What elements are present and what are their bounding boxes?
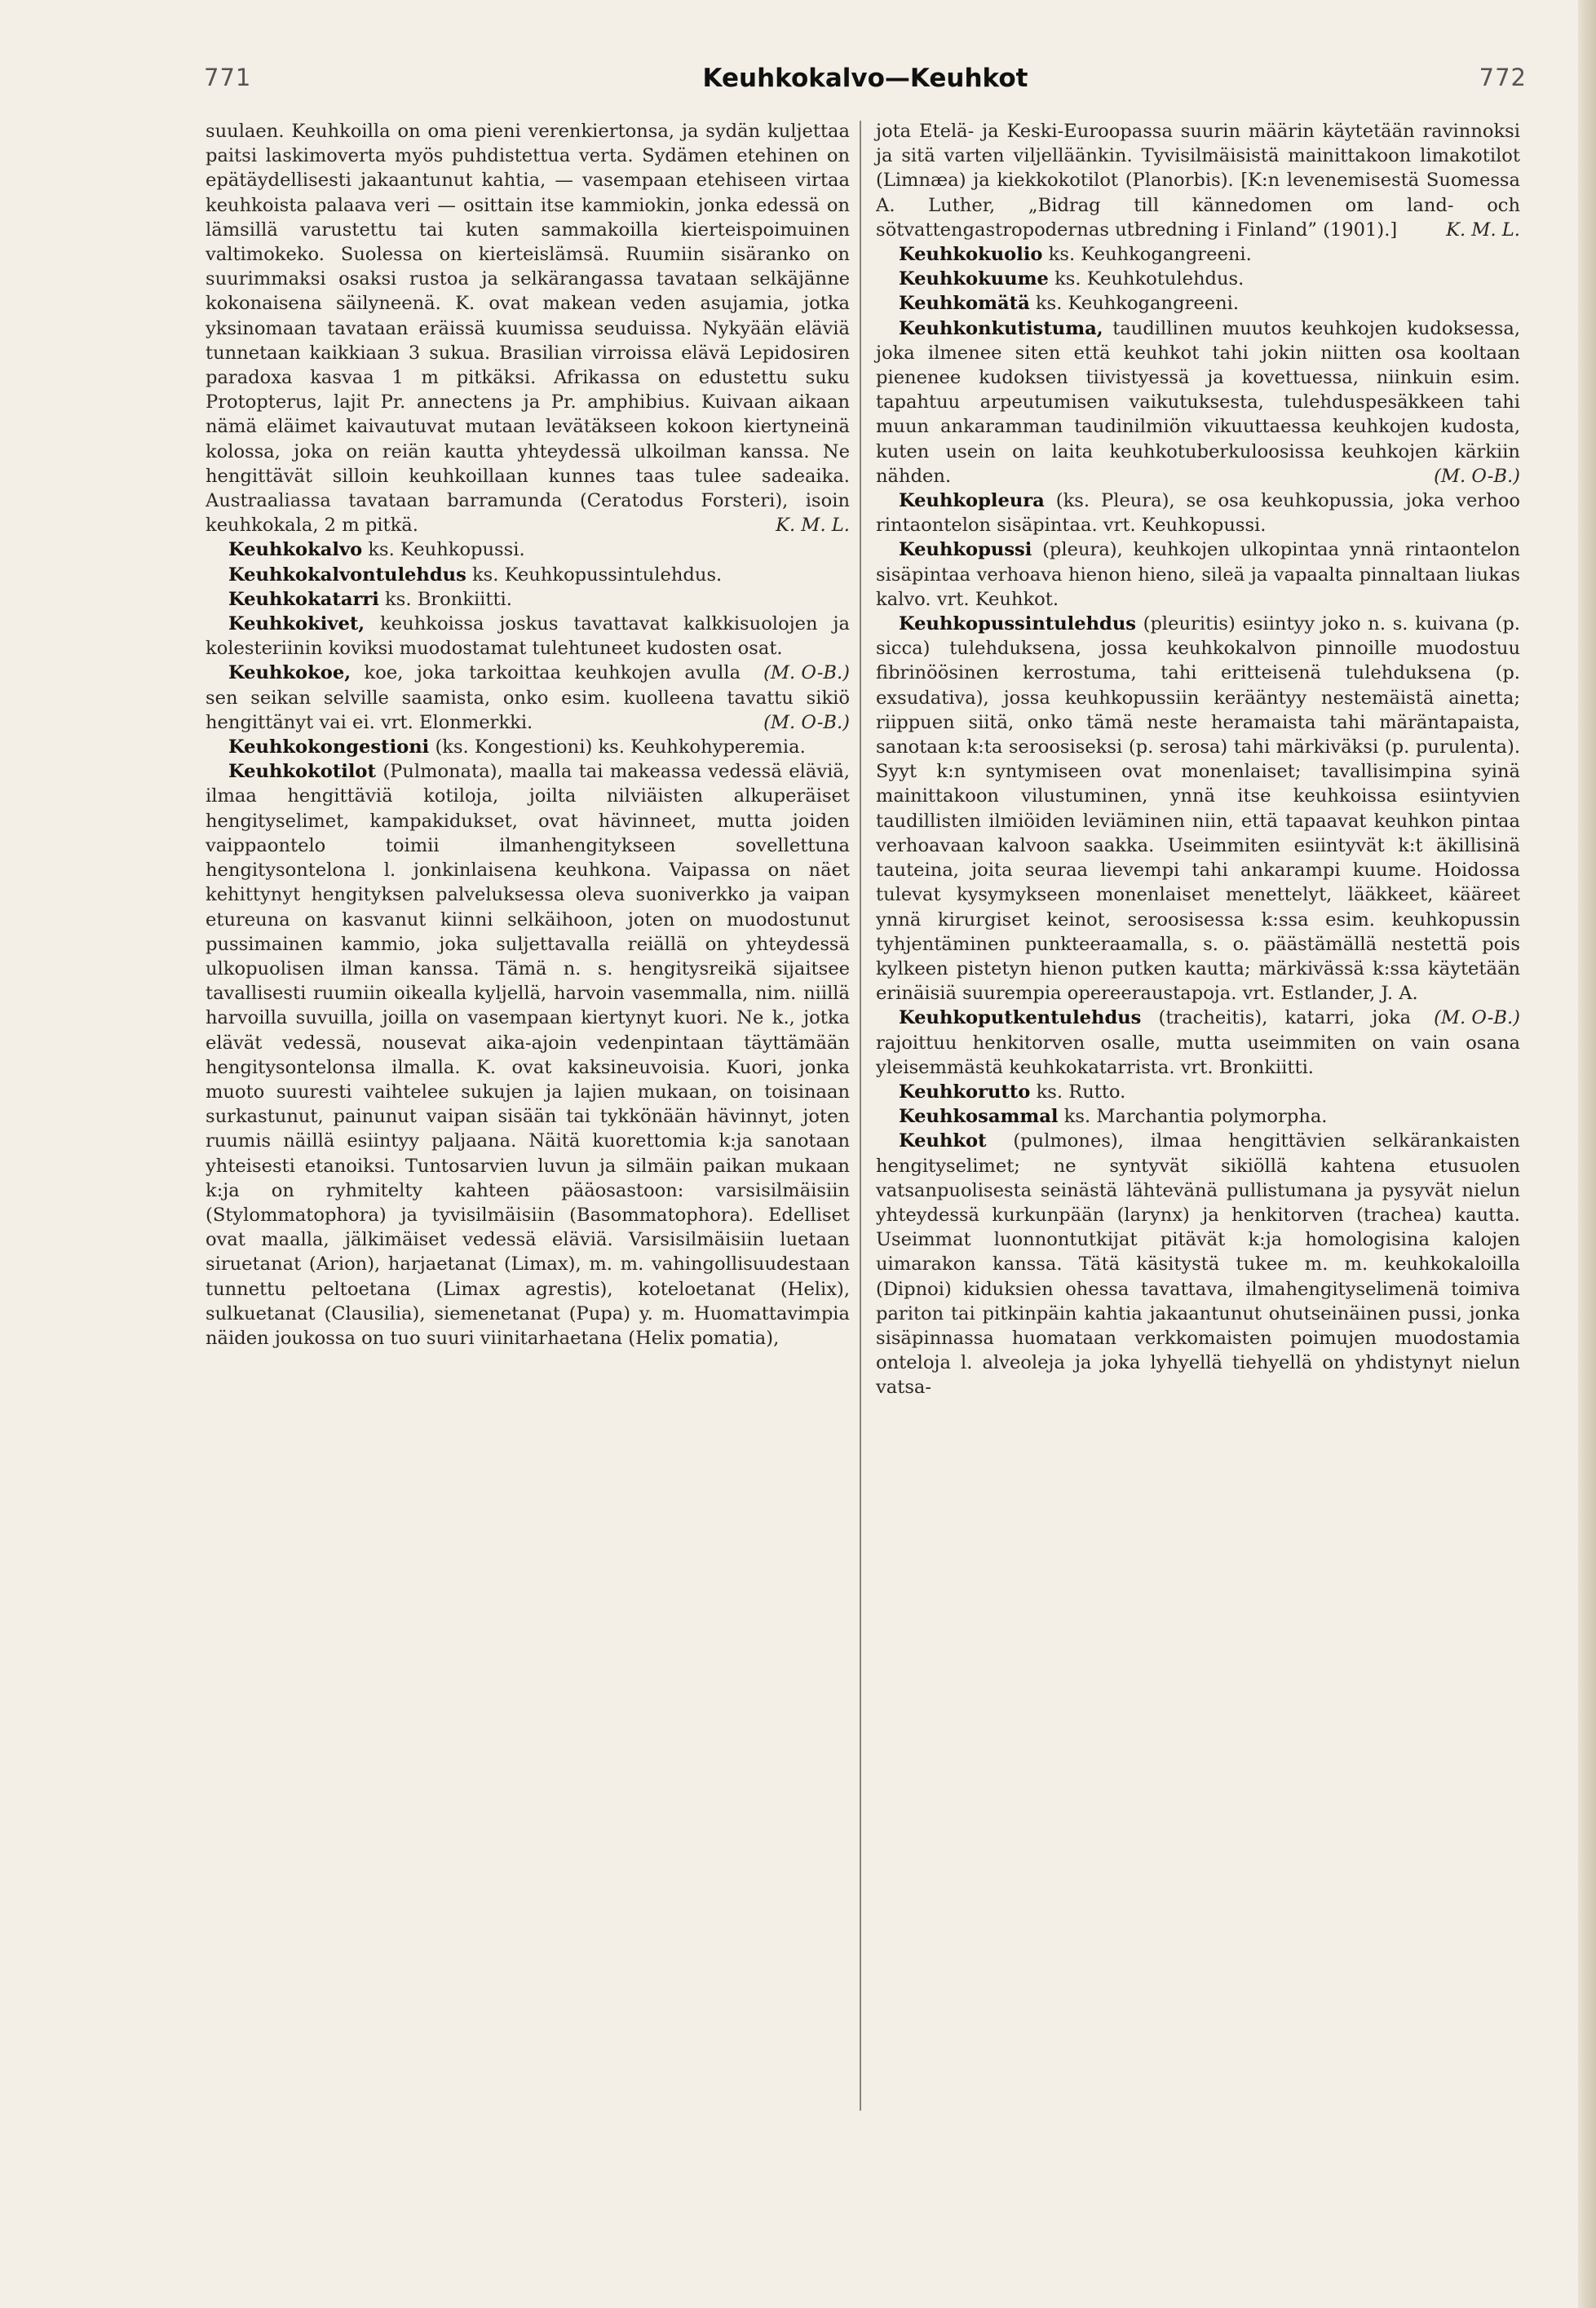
entry-keuhkosammal: Keuhkosammal ks. Marchantia polymorpha. (899, 1106, 1328, 1128)
column-divider (860, 121, 861, 2111)
page-title: Keuhkokalvo—Keuhkot (702, 64, 1028, 93)
entry-keuhkokivet: Keuhkokivet, keuhkoissa joskus tavattavat kalkkisuolojen ja kolesteriinin koviksi muodostamat tulehtuneet kudosten osat. (M. O-B.) (206, 613, 850, 684)
entry-keuhkokalvo: Keuhkokalvo ks. Keuhkopussi. (228, 539, 525, 561)
entry-keuhkopussi: Keuhkopussi (pleura), keuhkojen ulkopintaa ynnä rintaontelon sisäpintaa verhoava hienon hieno, sileä ja vapaalta pinnaltaan liukas kalvo. vrt. Keuhkot. (876, 539, 1520, 610)
entry-keuhkopleura: Keuhkopleura (ks. Pleura), se osa keuhkopussia, joka verhoo rintaontelon sisäpintaa. vrt. Keuhkopussi. (876, 490, 1520, 537)
left-column (206, 119, 850, 1351)
entry-keuhkopussintulehdus: Keuhkopussintulehdus (pleuritis) esiintyy joko n. s. kuivana (p. sicca) tulehduksena, jossa keuhkokalvon pinnoille muodostuu fibrinöösinen kerrostuma, tahi eritteisenä tulehduksena (p. exsudativa), jossa keuhkopussiin kerääntyy nestemäistä ainetta; riippuen siitä, onko tämä neste heramaista tahi märäntapaista, sanotaan k:ta seroosiseksi (p. serosa) tahi märkiväksi (p. purulenta). Syyt k:n syntymiseen ovat monenlaiset; tavallisimpina syinä mainittakoon vilustuminen, ynnä itse keuhkoissa esiintyvien taudillisten ilmiöiden leviäminen niin, että tapaavat keuhkon pintaa verhoavaan kalvoon saakka. Useimmiten esiintyvät k:t äkillisinä tauteina, joita seuraa lievempi tahi ankarampi kuume. Hoidossa tulevat kysymykseen monenlaiset menettelyt, lääkkeet, kääreet ynnä kirurgiset keinot, seroosisessa k:ssa esim. keuhkopussin tyhjentäminen punkteeraamalla, s. o. päästämällä nestettä pois kylkeen pistetyn hienon putken kautta; märkivässä k:ssa käytetään erinäisiä suurempia opereeraustapoja. vrt. Estlander, J. A. (M. O-B.) (876, 613, 1520, 1029)
page-number-left: 771 (204, 64, 252, 91)
entry-keuhkokuume: Keuhkokuume ks. Keuhkotulehdus. (899, 268, 1245, 290)
entry-keuhkot: Keuhkot (pulmones), ilmaa hengittävien selkärankaisten hengityselimet; ne syntyvät sikiöllä kahtena etusuolen vatsanpuolisesta seinästä lähtevänä pullistumana ja pysyvät nielun yhteydessä kurkunpään (larynx) ja henkitorven (trachea) kautta. Useimmat luonnontutkijat pitävät k:ja homologisina kalojen uimarakon kanssa. Tätä käsitystä tukee m. m. keuhkokaloilla (Dipnoi) kiduksien ohessa tavattava, ilmahengityselimenä toimiva pariton tai pitkinpäin kahtia jakaantunut ohutseinäinen pussi, jonka sisäpinnassa huomataan verkkomaisten poimujen muodostamia onteloja l. alveoleja ja joka lyhyellä tiehyellä on yhdistynyt nielun vatsa- (876, 1130, 1520, 1399)
entry-keuhkokotilot-continued: jota Etelä- ja Keski-Euroopassa suurin määrin käytetään ravinnoksi ja sitä varten viljelläänkin. Tyvisilmäisistä mainittakoon limakotilot (Limnæa) ja kiekkokotilot (Planorbis). [K:n levenemisestä Suomessa A. Luther, „Bidrag till kännedomen om land- och sötvattengastropodernas utbredning i Finland” (1901).] K. M. L. (876, 121, 1520, 241)
page-number-right: 772 (1479, 64, 1527, 91)
entry-keuhkonkutistuma: Keuhkonkutistuma, taudillinen muutos keuhkojen kudoksessa, joka ilmenee siten että keuhkot tahi jokin niitten osa kooltaan pienenee kudoksen tiivistyessä ja kovettuessa, niinkuin esim. tapahtuu arpeutumisen vaikutuksesta, tulehduspesäkkeen tahi muun ankaramman taudinilmiön vikuuttaessa keuhkojen kudosta, kuten usein on laita keuhkotuberkuloosissa keuhkojen kärkiin nähden. (M. O-B.) (876, 317, 1520, 487)
entry-keuhkokalat-continued: suulaen. Keuhkoilla on oma pieni verenkiertonsa, ja sydän kuljettaa paitsi laskimoverta myös puhdistettua verta. Sydämen etehinen on epätäydellisesti jakaantunut kahtia, — vasempaan etehiseen virtaa keuhkoista palaava veri — osittain itse kammiokin, jonka edessä on lämsillä varustettu tai kuten sammakoilla kierteispoimuinen valtimokeko. Suolessa on kierteislämsä. Ruumiin sisäranko on suurimmaksi osaksi rustoa ja selkärangassa tavataan selkäjänne kokonaisena säilyneenä. K. ovat makean veden asujamia, jotka yksinomaan tavataan eräissä kuumissa seuduissa. Nykyään eläviä tunnetaan kaikkiaan 3 sukua. Brasilian virroissa elävä Lepidosiren paradoxa kasvaa 1 m pitkäksi. Afrikassa on edustettu suku Protopterus, lajit Pr. annectens ja Pr. amphibius. Kuivaan aikaan nämä eläimet kaivautuvat mutaan levätäkseen kokoon kiertyneinä kolossa, joka on reiän kautta yhteydessä ulkoilman kanssa. Ne hengittävät silloin keuhkoillaan kunnes taas tulee sadeaika. Austraaliassa tavataan barramunda (Ceratodus Forsteri), isoin keuhkokala, 2 m pitkä. K. M. L. (206, 121, 850, 537)
entry-keuhkokatarri: Keuhkokatarri ks. Bronkiitti. (228, 588, 512, 610)
entry-keuhkorutto: Keuhkorutto ks. Rutto. (899, 1081, 1126, 1103)
page-edge (1578, 0, 1596, 2308)
entry-keuhkomata: Keuhkomätä ks. Keuhkogangreeni. (899, 293, 1240, 315)
entry-keuhkoputkentulehdus: Keuhkoputkentulehdus (tracheitis), katarri, joka rajoittuu henkitorven osalle, mutta useimmiten on vain osana yleisemmästä keuhkokatarrista. vrt. Bronkiitti. (876, 1007, 1520, 1078)
entry-keuhkokoe: Keuhkokoe, koe, joka tarkoittaa keuhkojen avulla sen seikan selville saamista, onko esim. kuolleena tavattu sikiö hengittänyt vai ei. vrt. Elonmerkki. (M. O-B.) (206, 662, 850, 733)
entry-keuhkokongestioni: Keuhkokongestioni (ks. Kongestioni) ks. Keuhkohyperemia. (228, 736, 806, 758)
running-header (204, 64, 1527, 104)
right-column (876, 119, 1520, 1400)
entry-keuhkokotilot: Keuhkokotilot (Pulmonata), maalla tai makeassa vedessä eläviä, ilmaa hengittäviä kotiloja, joilta nilviäisten alkuperäiset hengityselimet, kampakidukset, ovat hävinneet, mutta joiden vaippaontelo toimii ilmanhengitykseen sovellettuna hengitysontelona l. jonkinlaisena keuhkona. Vaipassa on näet kehittynyt hengityksen palveluksessa oleva suoniverkko ja vaipan etureuna on kasvanut kiinni selkäihoon, joten on muodostunut pussimainen kammio, joka suljettavalla reiällä on yhteydessä ulkopuolisen ilman kanssa. Tämä n. s. hengitysreikä sijaitsee tavallisesti ruumiin oikealla kyljellä, harvoin vasemmalla, nim. niillä harvoilla suvuilla, joilla on vasempaan kiertynyt kuori. Ne k., jotka elävät vedessä, nousevat aika-ajoin vedenpintaan täyttämään hengitysontelonsa ilmalla. K. ovat kaksineuvoisia. Kuori, jonka muoto suuresti vaihtelee sukujen ja lajien mukaan, on toisinaan surkastunut, painunut vaipan sisään tai tykkönään hävinnyt, joten ruumis näillä esiintyy paljaana. Näitä kuorettomia k:ja sanotaan yhteisesti etanoiksi. Tuntosarvien luvun ja silmäin paikan mukaan k:ja on ryhmitelty kahteen pääosastoon: varsisilmäisiin (Stylommatophora) ja tyvisilmäisiin (Basommatophora). Edelliset ovat maalla, jälkimäiset vedessä eläviä. Varsisilmäisiin luetaan siruetanat (Arion), harjaetanat (Limax), m. m. vahingollisuudestaan tunnettu peltoetana (Limax agrestis), koteloetanat (Helix), sulkuetanat (Clausilia), siemenetanat (Pupa) y. m. Huomattavimpia näiden joukossa on tuo suuri viinitarhaetana (Helix pomatia), (206, 761, 850, 1349)
entry-keuhkokuolio: Keuhkokuolio ks. Keuhkogangreeni. (899, 244, 1252, 266)
entry-keuhkokalvontulehdus: Keuhkokalvontulehdus ks. Keuhkopussintulehdus. (228, 564, 723, 586)
